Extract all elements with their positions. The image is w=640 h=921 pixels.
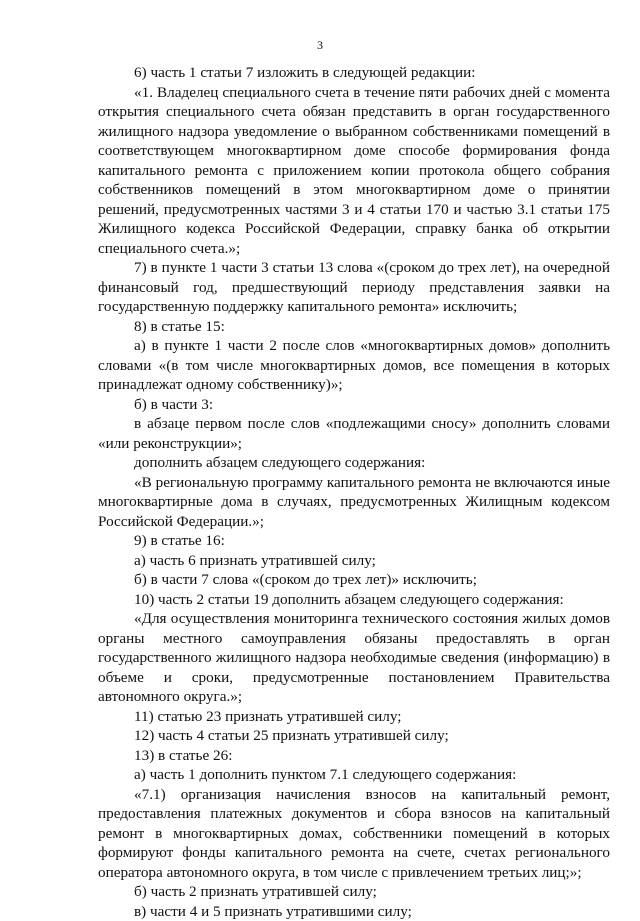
quoted-text-regional-program: «В региональную программу капитального ремонта не включаются иные многоквартирные дома в случаях, предусмотренных Жилищным кодексом Российской Федерации.»; [98,473,610,532]
document-body [98,63,610,921]
page-number: 3 [0,38,640,52]
paragraph-item-12: 12) часть 4 статьи 25 признать утратившей силу; [98,726,610,746]
paragraph-item-6: 6) часть 1 статьи 7 изложить в следующей редакции: [98,63,610,83]
paragraph-item-13: 13) в статье 26: [98,746,610,766]
paragraph-item-9: 9) в статье 16: [98,531,610,551]
subitem-13b: б) часть 2 признать утратившей силу; [98,882,610,902]
subitem-9b: б) в части 7 слова «(сроком до трех лет)» исключить; [98,570,610,590]
subitem-9a: а) часть 6 признать утратившей силу; [98,551,610,571]
paragraph-item-7: 7) в пункте 1 части 3 статьи 13 слова «(сроком до трех лет), на очередной финансовый год, предшествующий периоду представления заявки на государственную поддержку капитального ремонта» исключить; [98,258,610,317]
subitem-8a: а) в пункте 1 части 2 после слов «многоквартирных домов» дополнить словами «(в том числе многоквартирных домов, все помещения в которых принадлежат одному собственнику)»; [98,336,610,395]
subitem-8b: б) в части 3: [98,395,610,415]
quoted-text-part-1: «1. Владелец специального счета в течение пяти рабочих дней с момента открытия специального счета обязан представить в орган государственного жилищного надзора уведомление о выбранном собственниками помещений в соответствующем многоквартирном доме способе формирования фонда капитального ремонта с приложением копии протокола общего собрания собственников помещений в этом многоквартирном доме о принятии решений, предусмотренных частями 3 и 4 статьи 170 и частью 3.1 статьи 175 Жилищного кодекса Российской Федерации, справку банка об открытии специального счета.»; [98,83,610,259]
quoted-text-point-7-1: «7.1) организация начисления взносов на капитальный ремонт, предоставления платежных документов и сбора взносов на капитальный ремонт в многоквартирных домах, собственники помещений в которых формируют фонды капитального ремонта на счете, счетах регионального оператора автономного округа, в том числе с привлечением третьих лиц;»; [98,785,610,883]
paragraph-item-11: 11) статью 23 признать утратившей силу; [98,707,610,727]
subitem-8b-abzac-1: в абзаце первом после слов «подлежащими сносу» дополнить словами «или реконструкции»; [98,414,610,453]
paragraph-item-8: 8) в статье 15: [98,317,610,337]
subitem-13a: а) часть 1 дополнить пунктом 7.1 следующего содержания: [98,765,610,785]
subitem-13v: в) части 4 и 5 признать утратившими силу; [98,902,610,921]
quoted-text-monitoring: «Для осуществления мониторинга технического состояния жилых домов органы местного самоуправления обязаны предоставлять в орган государственного жилищного надзора необходимые сведения (информацию) в объеме и сроки, предусмотренные постановлением Правительства автономного округа.»; [98,609,610,707]
subitem-8b-abzac-2: дополнить абзацем следующего содержания: [98,453,610,473]
paragraph-item-10: 10) часть 2 статьи 19 дополнить абзацем следующего содержания: [98,590,610,610]
